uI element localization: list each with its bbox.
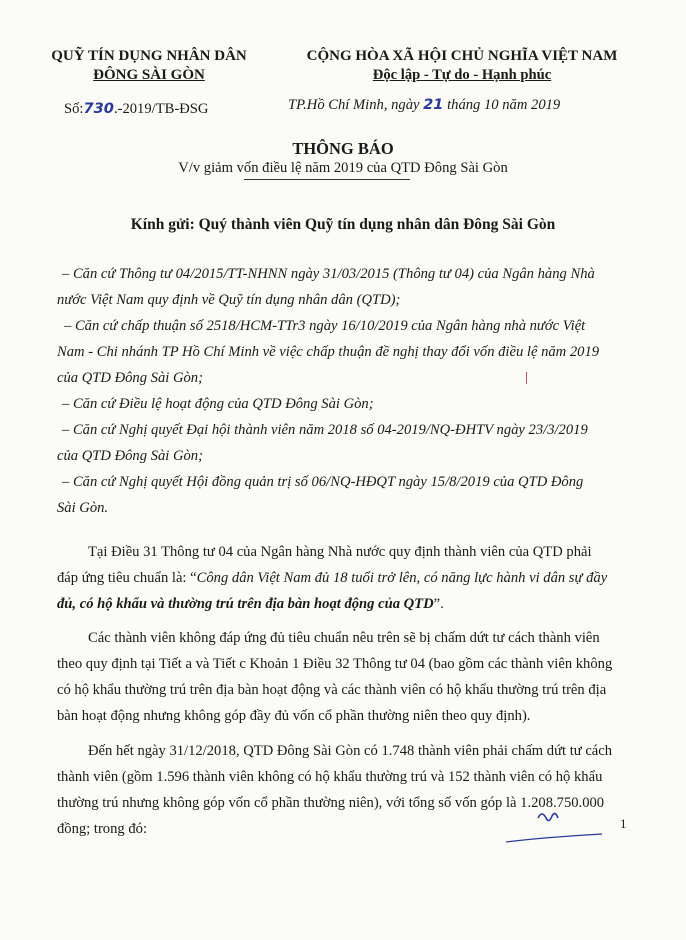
number-handwritten: 730 <box>83 100 114 117</box>
basis-line: của QTD Đông Sài Gòn; <box>57 448 203 464</box>
quote-intro: đáp ứng tiêu chuẩn là: “ <box>57 570 197 586</box>
date-prefix: TP.Hồ Chí Minh, ngày <box>288 97 424 113</box>
paragraph-line: thường trú nhưng không góp vốn cổ phần thường niên), với tổng số vốn góp là 1.208.750.000 <box>57 795 605 811</box>
edge-mark <box>526 372 527 384</box>
basis-line: – Căn cứ Nghị quyết Hội đồng quản trị số 06/NQ-HĐQT ngày 15/8/2019 của QTD Đông <box>62 474 584 490</box>
paragraph-line: Tại Điều 31 Thông tư 04 của Ngân hàng Nhà nước quy định thành viên của QTD phải <box>88 544 592 560</box>
paragraph-line: thành viên (gồm 1.596 thành viên không có hộ khẩu thường trú và 152 thành viên có hộ khẩu <box>57 769 603 785</box>
document-number <box>64 100 208 118</box>
basis-line: – Căn cứ chấp thuận số 2518/HCM-TTr3 ngày 16/10/2019 của Ngân hàng nhà nước Việt <box>64 318 586 334</box>
basis-line: của QTD Đông Sài Gòn; <box>57 370 203 386</box>
quote-end: ”. <box>433 596 444 612</box>
paragraph-line: bàn hoạt động nhưng không góp đầy đủ vốn cổ phần thường niên theo quy định). <box>57 708 531 724</box>
document-title: THÔNG BÁO <box>292 139 394 158</box>
issue-date <box>288 96 560 114</box>
document-subject: V/v giảm vốn điều lệ năm 2019 của QTD Đông Sài Gòn <box>178 160 508 176</box>
paragraph-line <box>57 570 607 587</box>
date-suffix: tháng 10 năm 2019 <box>443 97 561 113</box>
basis-line: Nam - Chi nhánh TP Hồ Chí Minh về việc chấp thuận đề nghị thay đổi vốn điều lệ năm 2019 <box>57 344 600 360</box>
org-name-line1: QUỸ TÍN DỤNG NHÂN DÂN <box>51 48 247 64</box>
paragraph-line: đồng; trong đó: <box>57 821 147 837</box>
paragraph-line <box>57 596 444 613</box>
nation-name: CỘNG HÒA XÃ HỘI CHỦ NGHĨA VIỆT NAM <box>306 48 618 64</box>
national-motto: Độc lập - Tự do - Hạnh phúc <box>372 67 552 83</box>
initials-signature <box>498 800 608 850</box>
number-suffix: .-2019/TB-ĐSG <box>113 101 209 117</box>
basis-line: – Căn cứ Nghị quyết Đại hội thành viên năm 2018 số 04-2019/NQ-ĐHTV ngày 23/3/2019 <box>62 422 588 438</box>
basis-line: – Căn cứ Thông tư 04/2015/TT-NHNN ngày 31/03/2015 (Thông tư 04) của Ngân hàng Nhà <box>62 266 595 282</box>
org-name-line2: ĐÔNG SÀI GÒN <box>93 67 205 83</box>
basis-line: Sài Gòn. <box>57 500 109 516</box>
paragraph-line: theo quy định tại Tiết a và Tiết c Khoản 1 Điều 32 Thông tư 04 (bao gồm các thành viên không <box>57 656 613 672</box>
greeting: Kính gửi: Quý thành viên Quỹ tín dụng nhân dân Đông Sài Gòn <box>130 216 556 233</box>
basis-line: nước Việt Nam quy định về Quỹ tín dụng nhân dân (QTD); <box>57 292 401 308</box>
quote-italic: Công dân Việt Nam đủ 18 tuổi trở lên, có năng lực hành vi dân sự đầy <box>196 570 608 586</box>
page-number: 1 <box>620 816 627 831</box>
date-handwritten: 21 <box>423 96 444 113</box>
paragraph-line: có hộ khẩu thường trú trên địa bàn hoạt động và các thành viên có hộ khẩu thường trú trên địa <box>57 682 607 698</box>
paragraph-line: Đến hết ngày 31/12/2018, QTD Đông Sài Gòn có 1.748 thành viên phải chấm dứt tư cách <box>88 743 613 759</box>
basis-line: – Căn cứ Điều lệ hoạt động của QTD Đông Sài Gòn; <box>62 396 374 412</box>
paragraph-line: Các thành viên không đáp ứng đủ tiêu chuẩn nêu trên sẽ bị chấm dứt tư cách thành viên <box>88 630 600 646</box>
subject-underline <box>244 179 410 180</box>
quote-bold-italic: đủ, có hộ khẩu và thường trú trên địa bàn hoạt động của QTD <box>57 596 434 612</box>
number-prefix: Số: <box>64 101 84 117</box>
